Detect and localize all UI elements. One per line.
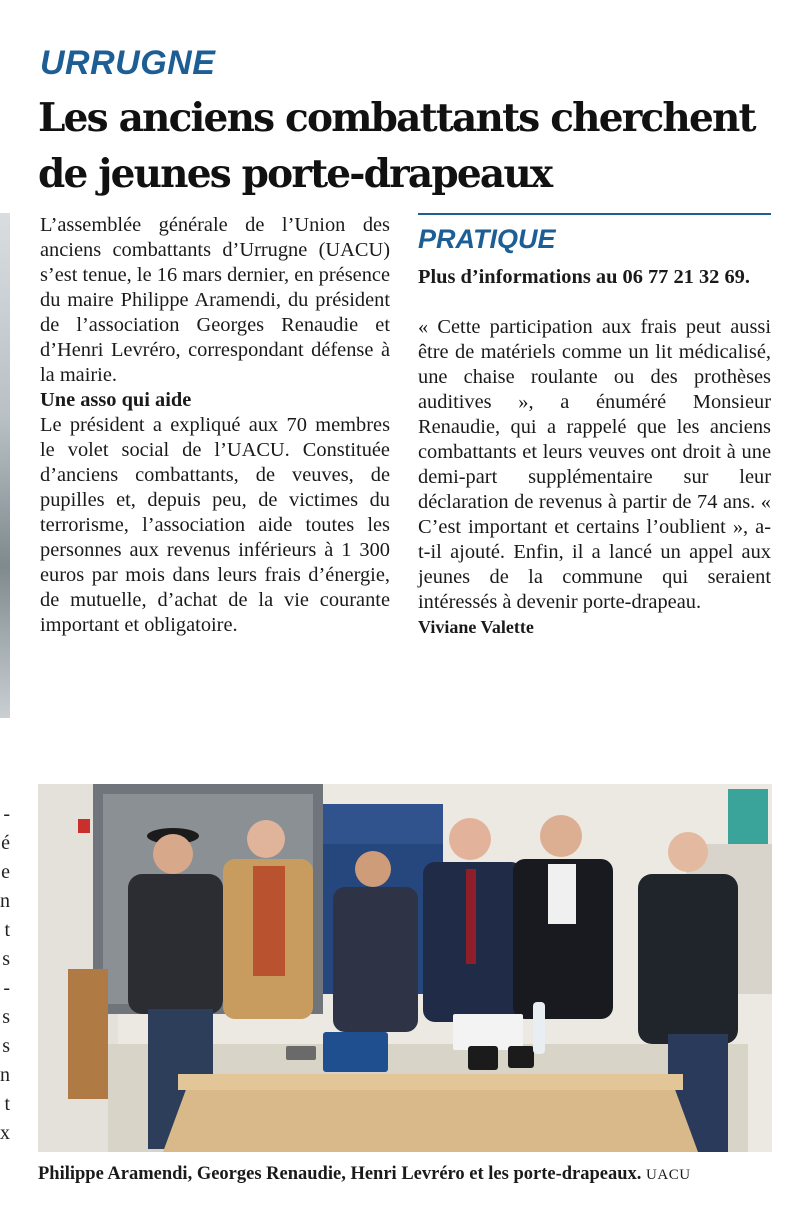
info-box-rule [418, 213, 771, 215]
photo-caption [38, 1162, 778, 1187]
edge-fragment: n [0, 1064, 10, 1086]
edge-fragment: t [4, 1093, 10, 1115]
adjacent-article-edge-text [0, 800, 10, 1148]
edge-fragment: é [1, 832, 10, 854]
edge-fragment: - [3, 803, 10, 825]
article-headline: Les anciens combattants cherchent de jeunes porte-drapeaux [38, 95, 755, 197]
info-box-phone: Plus d’informations au 06 77 21 32 69. [418, 266, 750, 288]
article-author: Viviane Valette [418, 617, 534, 637]
article-body-paragraph: Le président a expliqué aux 70 membres le volet social de l’UACU. Constituée d’anciens combattants, de veuves, de pupilles et, depuis peu, de victimes du terrorisme, l’association aide toutes les personnes aux revenus inférieurs à 1 300 euros par mois dans leurs frais d’énergie, de mutuelle, d’achat de la vie courante important et obligatoire. [40, 414, 390, 636]
info-box-title: PRATIQUE [418, 224, 556, 254]
edge-fragment: s [2, 1035, 10, 1057]
article-body-continued: « Cette participation aux frais peut aussi être de matériels comme un lit médicalisé, une chaise roulante ou des prothèses auditives », a énuméré Monsieur Renaudie, qui a rappelé que les anciens combattants et leurs veuves ont droit à une demi-part supplémentaire sur leur déclaration de revenus à partir de 74 ans. « C’est important et certains l’oublient », a-t-il ajouté. Enfin, il a lancé un appel aux jeunes de la commune qui seraient intéressés à devenir porte-drapeau. [418, 316, 771, 613]
article-left-column [40, 213, 390, 638]
adjacent-photo-edge [0, 213, 10, 718]
group-photo [38, 784, 772, 1152]
group-photo-illustration [38, 784, 772, 1152]
edge-fragment: s [2, 1006, 10, 1028]
edge-fragment: n [0, 890, 10, 912]
edge-fragment: t [4, 919, 10, 941]
article-intro-paragraph: L’assemblée générale de l’Union des anciens combattants d’Urrugne (UACU) s’est tenue, le 16 mars dernier, en présence du maire Philippe Aramendi, du président de l’association Georges Renaudie et d’Henri Levréro, correspondant défense à la mairie. [40, 214, 390, 386]
article-right-column [418, 213, 771, 639]
photo-credit: UACU [646, 1167, 691, 1183]
edge-fragment: - [3, 977, 10, 999]
edge-fragment: x [0, 1122, 10, 1144]
article-subhead: Une asso qui aide [40, 389, 192, 411]
edge-fragment: e [1, 861, 10, 883]
photo-caption-text: Philippe Aramendi, Georges Renaudie, Henri Levréro et les porte-drapeaux. [38, 1164, 642, 1184]
location-kicker: URRUGNE [40, 44, 216, 82]
edge-fragment: s [2, 948, 10, 970]
